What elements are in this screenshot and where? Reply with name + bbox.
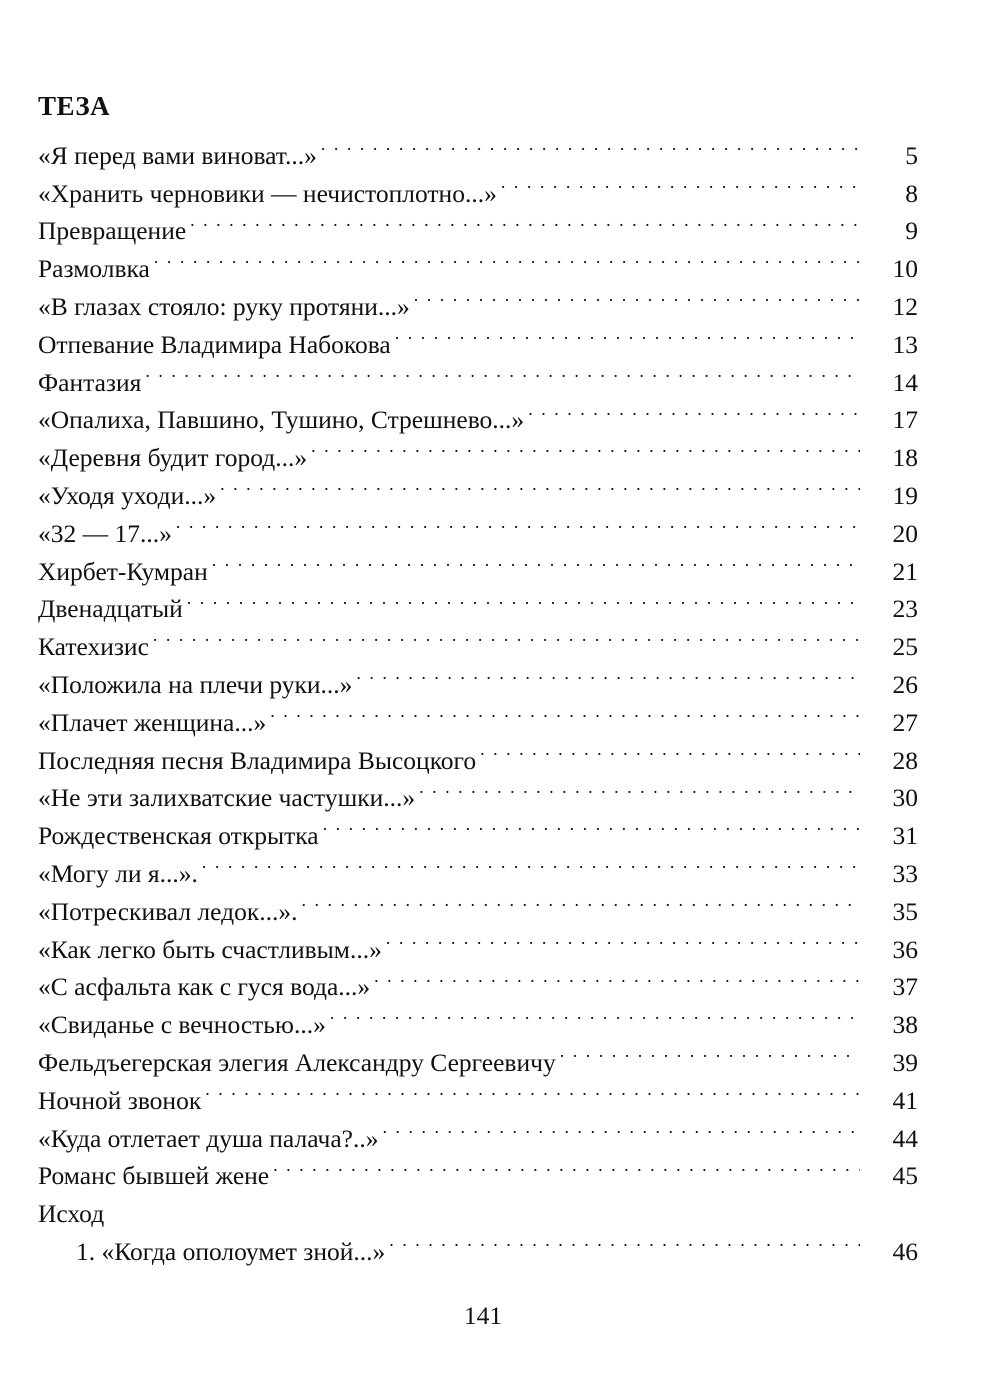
toc-entry-page: 46 bbox=[860, 1233, 918, 1271]
toc-entry bbox=[38, 466, 918, 510]
toc-entry-title: «Потрескивал ледок...». bbox=[38, 893, 302, 931]
toc-entry-page: 35 bbox=[860, 893, 918, 931]
toc-entry bbox=[38, 542, 918, 586]
dot-leader bbox=[311, 428, 860, 466]
toc-entry-title: «Положила на плечи руки...» bbox=[38, 666, 356, 704]
toc-entry-title: «Свиданье с вечностью...» bbox=[38, 1006, 330, 1044]
dot-leader bbox=[212, 542, 860, 580]
dot-leader bbox=[480, 731, 860, 769]
toc-entry-title: «Куда отлетает душа палача?..» bbox=[38, 1120, 382, 1158]
toc-entry-page: 41 bbox=[860, 1082, 918, 1120]
toc-entry-page: 12 bbox=[860, 288, 918, 326]
toc-entry bbox=[38, 1147, 918, 1191]
toc-entry-page: 18 bbox=[860, 439, 918, 477]
toc-entry bbox=[38, 391, 918, 435]
dot-leader bbox=[205, 1071, 860, 1109]
dot-leader bbox=[560, 1033, 860, 1071]
toc-entry-title: «Плачет женщина...» bbox=[38, 704, 270, 742]
toc-entry bbox=[38, 504, 918, 548]
toc-entry-page: 17 bbox=[860, 401, 918, 439]
toc-entry-title: «Не эти залихватские частушки...» bbox=[38, 779, 419, 817]
toc-entry-title: «Как легко быть счастливым...» bbox=[38, 931, 386, 969]
toc-entry-title: «Опалиха, Павшино, Тушино, Стрешнево...» bbox=[38, 401, 528, 439]
toc-entry bbox=[38, 995, 918, 1040]
toc-entry bbox=[38, 202, 918, 246]
toc-entry bbox=[38, 239, 918, 284]
dot-leader bbox=[176, 504, 860, 542]
dot-leader bbox=[270, 693, 860, 731]
toc-entry-title: «Уходя уходи...» bbox=[38, 477, 220, 515]
toc-entry-page: 21 bbox=[860, 553, 918, 591]
toc-entry bbox=[38, 769, 918, 813]
dot-leader bbox=[321, 126, 860, 164]
toc-entry-title: Исход bbox=[38, 1195, 108, 1233]
toc-entry bbox=[38, 806, 918, 851]
toc-entry-page: 37 bbox=[860, 968, 918, 1006]
toc-entry bbox=[38, 1071, 918, 1115]
toc-entry bbox=[38, 693, 918, 737]
toc-entry-page: 23 bbox=[860, 590, 918, 628]
toc-entry-title: «Я перед вами виноват...» bbox=[38, 137, 321, 175]
toc-entry-title: «В глазах стояло: руку протяни...» bbox=[38, 288, 414, 326]
toc-entry bbox=[38, 315, 918, 359]
dot-leader bbox=[528, 391, 860, 429]
toc-entry bbox=[38, 164, 918, 208]
toc-entry-page: 44 bbox=[860, 1120, 918, 1158]
toc-entry bbox=[38, 844, 918, 888]
toc-entry-title: Хирбет-Кумран bbox=[38, 553, 212, 591]
toc-entry-page: 36 bbox=[860, 931, 918, 969]
dot-leader bbox=[323, 806, 860, 844]
toc-entry-page: 33 bbox=[860, 855, 918, 893]
toc-entry-title: «32 — 17...» bbox=[38, 515, 176, 553]
toc-entry bbox=[38, 277, 918, 321]
toc-entry bbox=[38, 617, 918, 662]
toc-entry bbox=[38, 1222, 918, 1266]
toc-entry-title: Ночной звонок bbox=[38, 1082, 205, 1120]
toc-entry-page: 9 bbox=[860, 212, 918, 250]
toc-entry-page: 8 bbox=[860, 175, 918, 213]
toc-entry bbox=[38, 958, 918, 1002]
toc-entry bbox=[38, 1033, 918, 1077]
blank-leader bbox=[108, 1184, 860, 1222]
table-of-contents bbox=[38, 126, 918, 1266]
toc-entry-title: Рождественская открытка bbox=[38, 817, 323, 855]
toc-entry bbox=[38, 1109, 918, 1153]
dot-leader bbox=[190, 202, 860, 240]
toc-entry-title: «С асфальта как с гуся вода...» bbox=[38, 968, 374, 1006]
dot-leader bbox=[356, 655, 860, 693]
toc-entry bbox=[38, 580, 918, 624]
toc-entry bbox=[38, 126, 918, 170]
dot-leader bbox=[374, 958, 860, 996]
dot-leader bbox=[153, 617, 860, 655]
dot-leader bbox=[414, 277, 860, 315]
toc-group-heading bbox=[38, 1184, 918, 1229]
toc-entry-title: Двенадцатый bbox=[38, 590, 187, 628]
toc-entry-title: 1. «Когда ополоумет зной...» bbox=[38, 1233, 389, 1271]
toc-entry-title: «Деревня будит город...» bbox=[38, 439, 311, 477]
toc-entry-page: 5 bbox=[860, 137, 918, 175]
toc-entry-title: Последняя песня Владимира Высоцкого bbox=[38, 742, 480, 780]
dot-leader bbox=[330, 995, 860, 1033]
toc-entry-page: 13 bbox=[860, 326, 918, 364]
toc-entry-page: 20 bbox=[860, 515, 918, 553]
toc-entry-page: 28 bbox=[860, 742, 918, 780]
toc-entry-title: Отпевание Владимира Набокова bbox=[38, 326, 395, 364]
dot-leader bbox=[187, 580, 860, 618]
toc-entry-page: 31 bbox=[860, 817, 918, 855]
dot-leader bbox=[386, 920, 860, 958]
toc-entry-page: 19 bbox=[860, 477, 918, 515]
section-title: ТЕЗА bbox=[38, 91, 111, 121]
toc-entry-page: 10 bbox=[860, 250, 918, 288]
toc-entry-page: 45 bbox=[860, 1157, 918, 1195]
toc-entry bbox=[38, 655, 918, 699]
toc-entry-title: Превращение bbox=[38, 212, 190, 250]
toc-entry-page: 30 bbox=[860, 779, 918, 817]
dot-leader bbox=[302, 882, 860, 920]
toc-entry bbox=[38, 353, 918, 397]
dot-leader bbox=[154, 239, 860, 277]
toc-entry-page: 25 bbox=[860, 628, 918, 666]
toc-entry-page: 27 bbox=[860, 704, 918, 742]
page-number: 141 bbox=[463, 1301, 503, 1330]
dot-leader bbox=[501, 164, 860, 202]
toc-entry-page: 38 bbox=[860, 1006, 918, 1044]
dot-leader bbox=[145, 353, 860, 391]
dot-leader bbox=[419, 769, 860, 807]
toc-entry-page: 26 bbox=[860, 666, 918, 704]
toc-entry-title: Размолвка bbox=[38, 250, 154, 288]
toc-entry-title: Фельдъегерская элегия Александру Сергеевичу bbox=[38, 1044, 560, 1082]
dot-leader bbox=[389, 1222, 860, 1260]
dot-leader bbox=[273, 1147, 860, 1185]
toc-entry-title: Романс бывшей жене bbox=[38, 1157, 273, 1195]
dot-leader bbox=[395, 315, 860, 353]
dot-leader bbox=[382, 1109, 860, 1147]
toc-entry-title: Катехизис bbox=[38, 628, 153, 666]
toc-entry bbox=[38, 428, 918, 473]
dot-leader bbox=[220, 466, 860, 504]
toc-entry-page: 14 bbox=[860, 364, 918, 402]
toc-entry bbox=[38, 731, 918, 775]
toc-entry bbox=[38, 920, 918, 964]
toc-entry-title: «Могу ли я...». bbox=[38, 855, 202, 893]
toc-entry bbox=[38, 882, 918, 926]
toc-entry-page: 39 bbox=[860, 1044, 918, 1082]
dot-leader bbox=[202, 844, 860, 882]
toc-entry-title: «Хранить черновики — нечистоплотно...» bbox=[38, 175, 501, 213]
toc-entry-title: Фантазия bbox=[38, 364, 145, 402]
